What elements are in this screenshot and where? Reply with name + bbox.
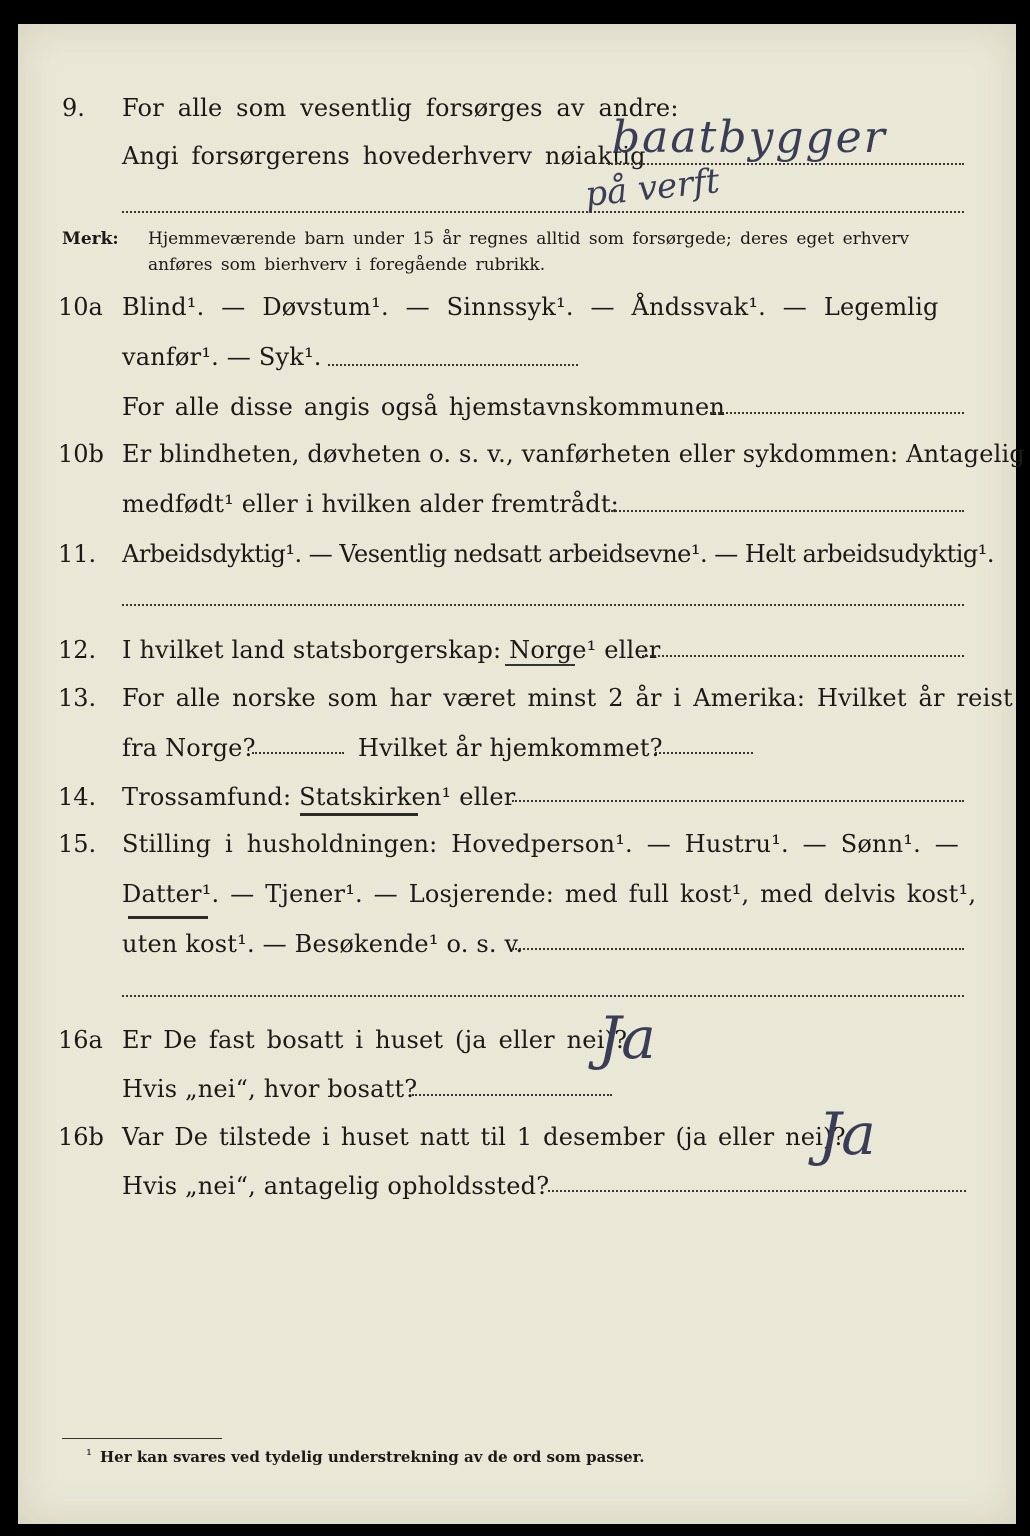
q9-number: 9. <box>62 94 85 122</box>
q16b-line1: Var De tilstede i huset natt til 1 desember (ja eller nei)? <box>122 1123 846 1151</box>
q13-left-year-line <box>252 752 344 754</box>
q10a-home-municipality-line <box>705 412 964 414</box>
q9-line1: For alle som vesentlig forsørges av andre: <box>122 94 679 122</box>
footnote-rule <box>62 1438 222 1439</box>
footnote-text: Her kan svares ved tydelig understrekning av de ord som passer. <box>100 1448 645 1466</box>
footnote-mark: ¹ <box>86 1446 93 1464</box>
q10a-line1: Blind¹. — Døvstum¹. — Sinnssyk¹. — Åndssvak¹. — Legemlig <box>122 293 939 321</box>
merk-line1: Hjemmeværende barn under 15 år regnes alltid som forsørgede; deres eget erhverv <box>148 229 910 249</box>
merk-label: Merk: <box>62 229 119 249</box>
census-form-page <box>18 24 1016 1524</box>
q13-line2a: fra Norge? <box>122 734 256 762</box>
q9-handwriting-occupation: baatbygger <box>612 112 887 163</box>
q15-answer-line <box>512 948 964 950</box>
q11-answer-line <box>122 604 964 606</box>
q15-answer-line2 <box>122 995 964 997</box>
q15-line3: uten kost¹. — Besøkende¹ o. s. v. <box>122 930 524 958</box>
q16b-line2: Hvis „nei“, antagelig opholdssted? <box>122 1172 550 1200</box>
q10b-line1: Er blindheten, døvheten o. s. v., vanførheten eller sykdommen: Antagelig <box>122 440 1025 468</box>
q9-line2: Angi forsørgerens hovederhverv nøiaktig <box>122 142 646 170</box>
q16b-number: 16b <box>58 1123 104 1151</box>
q13-return-year-line <box>655 752 753 754</box>
q16b-answer-line <box>548 1190 966 1192</box>
q12-underline-norge <box>505 664 575 666</box>
q10a-line2: vanfør¹. — Syk¹. <box>122 343 322 371</box>
q16a-handwriting-answer: Ja <box>598 1004 656 1072</box>
q15-line1: Stilling i husholdningen: Hovedperson¹. — Hustru¹. — Sønn¹. — <box>122 830 959 858</box>
q14-line1: Trossamfund: Statskirken¹ eller <box>122 783 516 811</box>
q11-number: 11. <box>58 540 97 568</box>
q15-underline-datter <box>128 916 208 919</box>
q12-line1: I hvilket land statsborgerskap: Norge¹ eller <box>122 636 661 664</box>
q15-line2: Datter¹. — Tjener¹. — Losjerende: med full kost¹, med delvis kost¹, <box>122 880 977 908</box>
q16a-number: 16a <box>58 1026 103 1054</box>
q9-handwriting-place: på verft <box>583 161 722 215</box>
q16a-line2: Hvis „nei“, hvor bosatt? <box>122 1075 418 1103</box>
q10b-line2: medfødt¹ eller i hvilken alder fremtrådt: <box>122 490 619 518</box>
q10b-answer-line <box>608 510 964 512</box>
q11-line1: Arbeidsdyktig¹. — Vesentlig nedsatt arbeidsevne¹. — Helt arbeidsudyktig¹. <box>122 540 995 568</box>
q10b-number: 10b <box>58 440 104 468</box>
q14-underline-statskirken <box>300 813 418 816</box>
q10a-number: 10a <box>58 293 103 321</box>
q15-number: 15. <box>58 830 97 858</box>
q16a-line1: Er De fast bosatt i huset (ja eller nei)? <box>122 1026 628 1054</box>
q13-line2b: Hvilket år hjemkommet? <box>358 734 663 762</box>
q14-answer-line <box>512 800 964 802</box>
q14-number: 14. <box>58 783 97 811</box>
q12-answer-line <box>642 655 964 657</box>
q9-answer-line2 <box>122 211 964 213</box>
q13-number: 13. <box>58 684 97 712</box>
q10a-answer-line <box>328 364 578 366</box>
merk-line2: anføres som bierhverv i foregående rubrikk. <box>148 255 546 275</box>
q16b-handwriting-answer: Ja <box>818 1100 876 1168</box>
q12-number: 12. <box>58 636 97 664</box>
q16a-answer-line <box>412 1094 612 1096</box>
q13-line1: For alle norske som har været minst 2 år i Amerika: Hvilket år reist <box>122 684 1013 712</box>
q9-answer-line <box>608 163 964 165</box>
q10a-line3: For alle disse angis også hjemstavnskommunen <box>122 393 726 421</box>
